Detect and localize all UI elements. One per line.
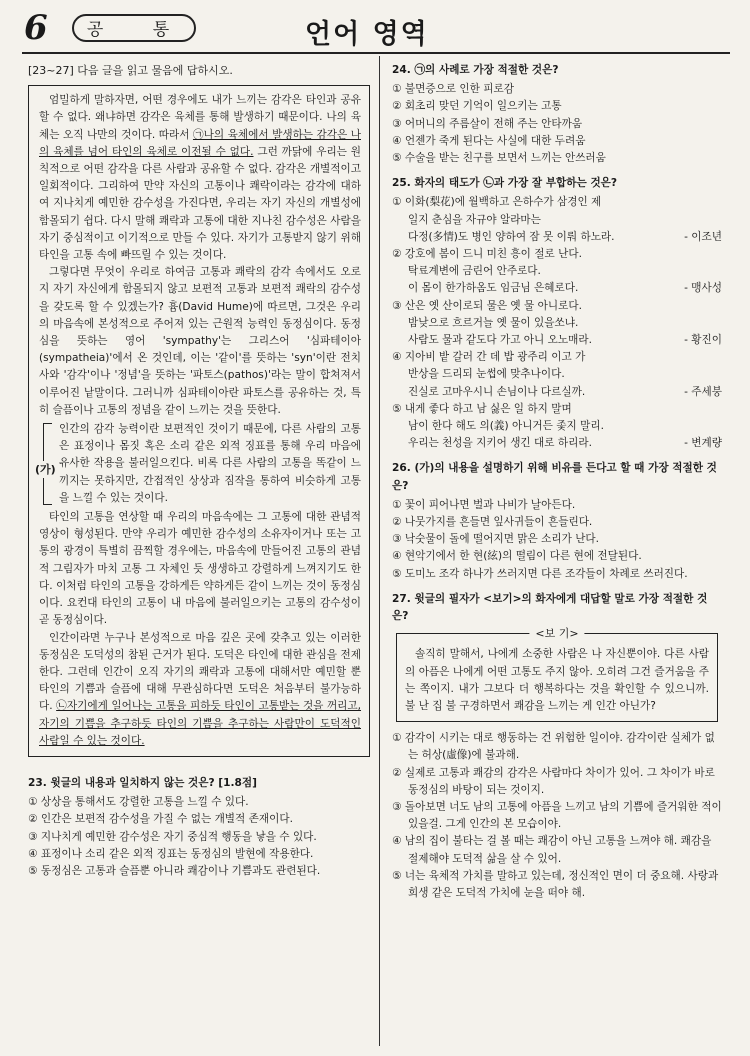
question-24	[392, 62, 722, 167]
column-divider	[379, 56, 380, 1046]
q25-o1-line-2: 일지 춘심을 자규야 알라마는	[408, 213, 541, 226]
passage-paragraph-3: 타인의 고통을 연상할 때 우리의 마음속에는 그 고통에 대한 관념적 영상이 형성된다. 만약 우리가 예민한 감수성의 소유자이거나 또는 고통의 광경이 특별히 끔찍할 경우에는, 마음속에 만들어진 고통의 관념적 그림자가 마치 고통 그 자체인 듯 생생하고 강렬하게 느껴지기도 한다. 이처럼 타인의 고통을 강하게든 약하게든 같이 느끼는 것이 동정심이다. 요컨대 타인의 고통이 내 마음에 불러일으키는 고통의 감수성이 곧 동정심이다.	[39, 511, 361, 627]
passage-paragraph-4	[39, 630, 361, 750]
p1-text-a: 엄밀하게 말하자면, 어떤 경우에도 내가 느끼는 감각은 타인과 공유할 수 없다. 왜냐하면 감각은 육체를 통해 발생하기 때문이다. 나의 육체는 오직 나만의 것이다. 따라서	[39, 94, 361, 141]
q23-option-3[interactable]: ③ 지나치게 예민한 감수성은 자기 중심적 행동을 낳을 수 있다.	[28, 830, 317, 843]
q24-option-3[interactable]: ③ 어머니의 주름살이 전해 주는 안타까움	[392, 117, 583, 130]
left-column	[28, 62, 370, 888]
q26-stem: 26. (가)의 내용을 설명하기 위해 비유를 든다고 할 때 가장 적절한 것은?	[392, 462, 717, 492]
p4-text-a: 인간이라면 누구나 본성적으로 마음 깊은 곳에 갖추고 있는 이러한 동정심은 도덕성의 참된 근거가 된다. 도덕은 타인에 대한 관심을 전제한다. 그런데 인간이 오직 자기의 쾌락과 고통에 대해서만 예민할 뿐 타인의 기쁨과 슬픔에 대해 무관심하다면 도덕은 처음부터 불가능하다.	[39, 631, 361, 713]
q25-o1-line-1: ① 이화(梨花)에 월백하고 은하수가 삼경인 제	[392, 196, 602, 209]
bogi-text: 솔직히 말해서, 나에게 소중한 사람은 나 자신뿐이야. 다른 사람의 아픔은 나에게 어떤 고통도 주지 않아. 오히려 그건 즐거움을 주는 쪽이지. 내가 그보다 더 행복하다는 것을 확인할 수 있으니까. 불 난 집 불 구경하면서 쾌감을 느끼는 게 인간 아닌가?	[405, 648, 709, 712]
question-26	[392, 460, 722, 582]
q23-option-4[interactable]: ④ 표정이나 소리 같은 외적 징표는 동정심의 발현에 작용한다.	[28, 847, 314, 860]
q23-option-2[interactable]: ② 인간은 보편적 감수성을 가질 수 없는 개별적 존재이다.	[28, 813, 293, 826]
q24-stem: 24. ㉠의 사례로 가장 적절한 것은?	[392, 64, 559, 76]
q26-option-5[interactable]: ⑤ 도미노 조각 하나가 쓰러지면 다른 조각들이 차례로 쓰러진다.	[392, 567, 688, 580]
p1-text-b: 그런 까닭에 우리는 원칙적으로 어떤 감각을 다른 사람과 공유할 수 없다. 감각은 개별적이고 일회적이다. 그리하여 만약 자신의 고통이나 쾌락이라는 감각에 대하여 지나치게 예민한 감수성을 가진다면, 우리는 자기 자신의 개별성에 함몰되기 쉽다. 다시 말해 쾌락과 고통에 대한 지나친 감수성은 사람을 자기 중심적이고 이기적으로 만들 수 있다. 자기가 고통받지 않기 위해 타인을 고통 속에 빠뜨릴 수 있는 것이다.	[39, 145, 361, 262]
q27-option-5[interactable]: ⑤ 너는 육체적 가치를 말하고 있는데, 정신적인 면이 더 중요해. 사랑과 희생 같은 도덕적 가치에 눈을 떠야 해.	[392, 869, 719, 899]
passage-instruction: [23~27] 다음 글을 읽고 물음에 답하시오.	[28, 64, 233, 77]
q25-o5-line-3: 우리는 천성을 지키어 생긴 대로 하리라.	[408, 437, 592, 450]
q25-o3-line-3: 사람도 물과 같도다 가고 아니 오노매라.	[408, 334, 592, 347]
q25-option-1[interactable]	[392, 194, 722, 246]
q23-stem: 23. 윗글의 내용과 일치하지 않는 것은? [1.8점]	[28, 776, 257, 789]
q24-option-2[interactable]: ② 회초리 맞던 기억이 일으키는 고통	[392, 100, 562, 113]
q25-option-3[interactable]	[392, 298, 722, 350]
q25-o5-author: - 변계량	[684, 437, 722, 450]
q27-option-4[interactable]: ④ 남의 집이 불타는 걸 볼 때는 쾌감이 아닌 고통을 느껴야 해. 쾌감을 절제해야 도덕적 삶을 살 수 있어.	[392, 835, 712, 865]
header-divider	[22, 52, 730, 54]
mark-giyeok: ㉠나의 육체에서 발생하는 감각은 나의 육체를 넘어 타인의 육체로 이전될 수 없다.	[39, 128, 361, 158]
ga-section	[35, 421, 361, 507]
ga-text: 인간의 감각 능력이란 보편적인 것이기 때문에, 다른 사람의 고통은 표정이나 몸짓 혹은 소리 같은 외적 징표를 통해 우리 마음에 유사한 작용을 불러일으킨다. 비록 다른 사람의 고통을 똑같이 느끼지는 못하지만, 간접적인 상상과 짐작을 통하여 비슷하게 고통을 느낄 수 있는 것이다.	[59, 423, 361, 504]
q24-option-1[interactable]: ① 불면증으로 인한 피로감	[392, 83, 514, 96]
mark-nieun: ㉡자기에게 일어나는 고통을 피하듯 타인이 고통받는 것을 꺼리고, 자기의 기쁨을 추구하듯 타인의 기쁨을 추구하는 사람만이 도덕적인 사람일 수 있는 것이다.	[39, 700, 362, 747]
q26-option-3[interactable]: ③ 낙숫물이 돌에 떨어지면 맑은 소리가 난다.	[392, 533, 600, 546]
q25-o3-line-1: ③ 산은 옛 산이로되 물은 옛 물 아니로다.	[392, 299, 582, 312]
q27-option-1[interactable]: ① 감각이 시키는 대로 행동하는 건 위험한 일이야. 감각이란 실체가 없는 허상(虛像)에 불과해.	[392, 732, 715, 762]
q25-o2-line-1: ② 강호에 봄이 드니 미친 흥이 절로 난다.	[392, 248, 582, 261]
q25-o2-line-3: 이 몸이 한가하옴도 임금님 은혜로다.	[408, 282, 579, 295]
q27-option-2[interactable]: ② 실제로 고통과 쾌감의 감각은 사람마다 차이가 있어. 그 차이가 바로 동정심의 바탕이 되는 것이지.	[392, 766, 715, 796]
q23-option-5[interactable]: ⑤ 동정심은 고통과 슬픔뿐 아니라 쾌감이나 기쁨과도 관련된다.	[28, 864, 321, 877]
passage-paragraph-1	[39, 92, 361, 264]
q26-option-2[interactable]: ② 나뭇가지를 흔들면 잎사귀들이 흔들린다.	[392, 516, 593, 529]
q25-option-2[interactable]	[392, 246, 722, 298]
ga-label: (가)	[35, 461, 56, 478]
q25-o4-line-1: ④ 지아비 밭 갈러 간 데 밥 광주리 이고 가	[392, 351, 586, 364]
page-number: 6	[24, 8, 48, 48]
q25-o4-author: - 주세붕	[684, 385, 722, 398]
q25-o1-line-3: 다정(多情)도 병인 양하여 잠 못 이뤄 하노라.	[408, 230, 615, 243]
q25-o3-line-2: 밤낮으로 흐르거늘 옛 물이 있을쏘냐.	[408, 316, 579, 329]
q25-stem: 25. 화자의 태도가 ㉡과 가장 잘 부합하는 것은?	[392, 177, 618, 190]
q24-option-4[interactable]: ④ 언젠가 죽게 된다는 사실에 대한 두려움	[392, 134, 586, 147]
q26-option-1[interactable]: ① 꽃이 피어나면 벌과 나비가 날아든다.	[392, 498, 576, 511]
section-label: 공 통	[72, 14, 196, 42]
bogi-title: <보 기>	[529, 625, 584, 642]
q25-option-4[interactable]	[392, 349, 722, 401]
q25-o3-author: - 황진이	[684, 334, 722, 347]
q25-o2-line-2: 탁료계변에 금린어 안주로다.	[408, 265, 541, 278]
q23-option-1[interactable]: ① 상상을 통해서도 강렬한 고통을 느낄 수 있다.	[28, 796, 249, 809]
q24-option-5[interactable]: ⑤ 수술을 받는 친구를 보면서 느끼는 안쓰러움	[392, 152, 606, 165]
q27-option-3[interactable]: ③ 돌아보면 너도 남의 고통에 아픔을 느끼고 남의 기쁨에 즐거워한 적이 있을걸. 그게 인간의 본 모습이야.	[392, 800, 722, 831]
question-27	[392, 591, 722, 902]
page-title: 언어 영역	[305, 19, 429, 50]
bogi-box	[396, 627, 718, 722]
passage-paragraph-2: 그렇다면 무엇이 우리로 하여금 고통과 쾌락의 감각 속에서도 오로지 자기 자신에게 함몰되지 않고 보편적 고통과 보편적 쾌락의 감수성을 갖도록 할 수 있겠는가? 흄(David Hume)에 따르면, 그것은 우리의 마음속에 본성적으로 주어져 있는 근원적 능력인 동정심이다. 동정심을 뜻하는 영어 'sympathy'는 그리스어 '심파테이아(sympatheia)'에서 온 것인데, 이는 '같이'를 뜻하는 'syn'이란 전치사와 '감각'이나 '정념'을 뜻하는 '파토스(pathos)'라는 말이 합쳐져서 이루어진 낱말이다. 그러니까 심파테이아란 파토스를 공유하는 것, 특히 슬픔이나 고통의 정념을 같이 느끼는 것을 뜻한다.	[39, 266, 361, 416]
q26-option-4[interactable]: ④ 현악기에서 한 현(絃)의 떨림이 다른 현에 전달된다.	[392, 550, 642, 563]
reading-passage	[28, 85, 370, 757]
q25-o5-line-1: ⑤ 내게 좋다 하고 남 싫은 일 하지 말며	[392, 402, 572, 415]
q25-o5-line-2: 남이 한다 해도 의(義) 아니거든 좇지 말리.	[408, 420, 604, 433]
q25-o4-line-3: 진실로 고마우시니 손님이나 다르실까.	[408, 385, 586, 398]
question-25	[392, 175, 722, 452]
q25-option-5[interactable]	[392, 401, 722, 453]
question-23	[28, 775, 370, 880]
q25-o4-line-2: 반상을 드리되 눈썹에 맞추나이다.	[408, 368, 565, 381]
q25-o1-author: - 이조년	[684, 230, 722, 243]
q27-stem: 27. 윗글의 필자가 <보기>의 화자에게 대답할 말로 가장 적절한 것은?	[392, 592, 708, 623]
right-column	[392, 62, 722, 910]
q25-o2-author: - 맹사성	[684, 282, 722, 295]
